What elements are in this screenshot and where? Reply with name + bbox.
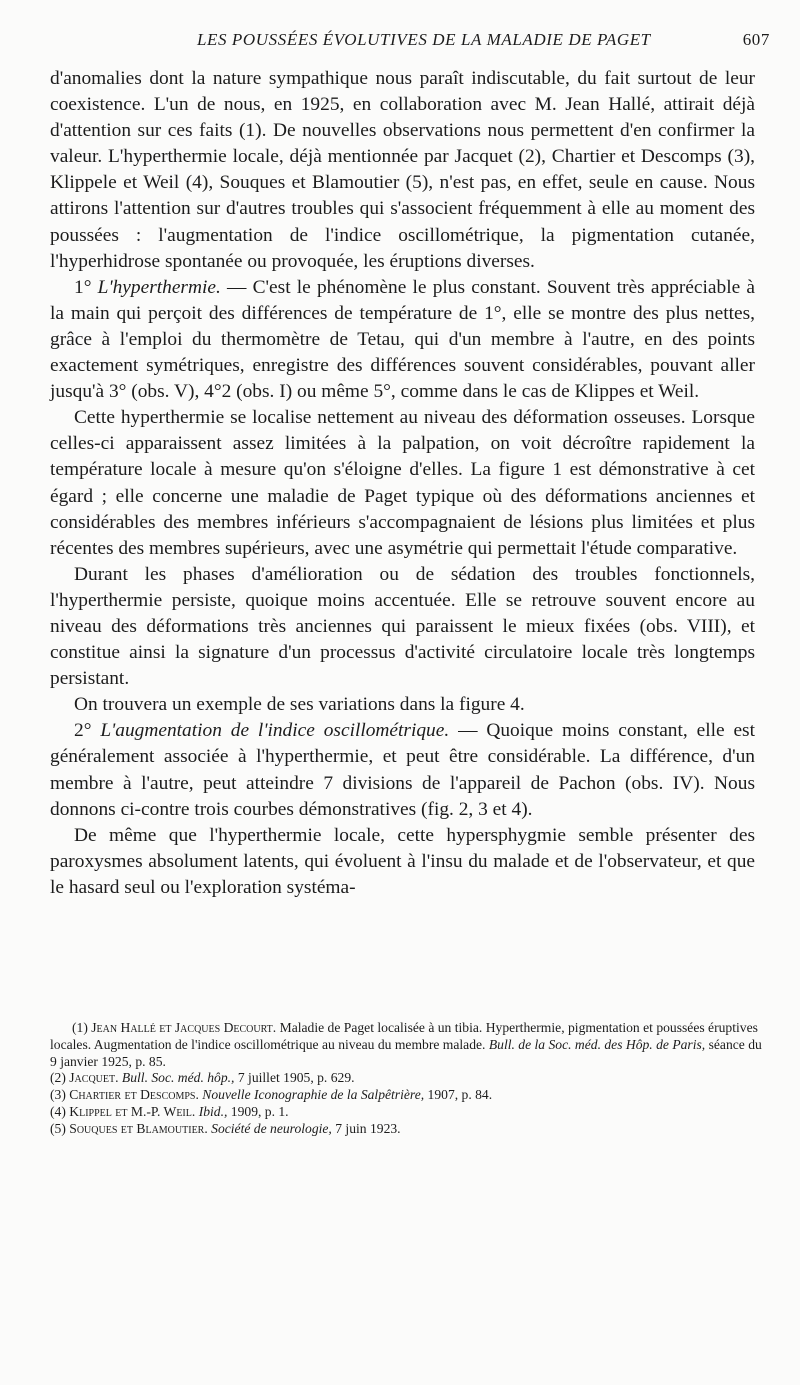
footnote-source: Nouvelle Iconographie de la Salpêtrière, (202, 1087, 425, 1103)
running-title: LES POUSSÉES ÉVOLUTIVES DE LA MALADIE DE PAGET (196, 30, 651, 49)
section-title: L'augmentation de l'indice oscillométrique. (100, 720, 450, 742)
paragraph: d'anomalies dont la nature sympathique nous paraît indiscutable, du fait surtout de leur coexistence. L'un de nous, en 1925, en collaboration avec M. Jean Hallé, attirait déjà d'attention sur ces faits (1). De nouvelles observations nous permettent d'en confirmer la valeur. L'hyperthermie locale, déjà mentionnée par Jacquet (2), Chartier et Descomps (3), Klippele et Weil (4), Souques et Blamoutier (5), n'est pas, en effet, seule en cause. Nous attirons l'attention sur d'autres troubles qui s'associent fréquemment à elle au moment des poussées : l'augmentation de l'indice oscillométrique, la pigmentation cutanée, l'hyperhidrose spontanée ou provoquée, les éruptions diverses. (50, 68, 755, 272)
footnote-mark: (4) (50, 1103, 66, 1119)
footnote-source: Bull. de la Soc. méd. des Hôp. de Paris, (488, 1036, 706, 1052)
footnote-tail: 1907, p. 84. (427, 1087, 493, 1103)
page-number: 607 (742, 30, 770, 49)
footnote (50, 1070, 770, 1087)
footnote-authors: Souques et Blamoutier. (69, 1120, 208, 1136)
footnote (50, 1087, 770, 1104)
paragraph: De même que l'hyperthermie locale, cette hypersphygmie semble présenter des paroxysmes absolument latents, qui évoluent à l'insu du malade et de l'observateur, et que le hasard seul ou l'exploration systéma- (50, 824, 755, 898)
body-text (50, 66, 755, 901)
section-oscillometrie (50, 718, 755, 822)
section-number: 1° (74, 276, 92, 298)
footnote-tail: 7 juillet 1905, p. 629. (237, 1070, 355, 1086)
footnote-authors: Jean Hallé et Jacques Decourt. (91, 1020, 277, 1035)
section-title: L'hyperthermie. (97, 276, 221, 298)
footnote-tail: 1909, p. 1. (230, 1103, 289, 1119)
footnote-mark: (3) (50, 1087, 66, 1103)
footnote-text: Maladie de Paget localisée à un tibia. Hyperthermie, pigmentation et poussées éruptives locales. Augmentation de l'indice oscillométrique au niveau du membre malade. (50, 1020, 758, 1052)
footnote-mark: (5) (50, 1120, 66, 1136)
section-text: — C'est le phénomène le plus constant. Souvent très appréciable à la main qui perçoit des différences de température de 1°, elle se montre des plus nettes, grâce à l'emploi du thermomètre de Tetau, qui d'un membre à l'autre, en des points exactement symétriques, enregistre des différences souvent considérables, pouvant aller jusqu'à 3° (obs. V), 4°2 (obs. I) ou même 5°, comme dans le cas de Klippes et Weil. (50, 276, 755, 403)
footnote-tail: séance du 9 janvier 1925, p. 85. (50, 1036, 762, 1069)
footnote (50, 1104, 770, 1121)
paragraph: Cette hyperthermie se localise nettement au niveau des déformation osseuses. Lorsque celles-ci apparaissent assez limitées à la palpation, on voit décroître rapidement la température locale à mesure qu'on s'éloigne d'elles. La figure 1 est démonstrative à cet égard ; elle concerne une maladie de Paget typique où des déformations anciennes et considérables des membres inférieurs s'accompagnaient de lésions plus limitées et plus récentes des membres supérieurs, avec une asymétrie qui permettait l'étude comparative. (50, 407, 755, 559)
footnote-authors: Klippel et M.-P. Weil. (69, 1103, 196, 1119)
section-number: 2° (74, 720, 92, 742)
footnotes (50, 1020, 770, 1138)
footnote-mark: (2) (50, 1070, 66, 1086)
section-text: — Quoique moins constant, elle est généralement associée à l'hyperthermie, et peut être considérable. La différence, d'un membre à l'autre, peut atteindre 7 divisions de l'appareil de Pachon (obs. IV). Nous donnons ci-contre trois courbes démonstratives (fig. 2, 3 et 4). (50, 720, 755, 820)
running-header (50, 30, 770, 50)
paragraph: Durant les phases d'amélioration ou de sédation des troubles fonctionnels, l'hyperthermie persiste, quoique moins accentuée. Elle se retrouve souvent encore au niveau des déformations très anciennes qui paraissent le mieux fixées (obs. VIII), et constitue ainsi la signature d'un processus d'activité circulatoire locale très longtemps persistant. (50, 563, 755, 690)
footnote-authors: Jacquet. (69, 1070, 119, 1086)
footnote-mark: (1) (72, 1020, 88, 1035)
footnote (50, 1020, 770, 1070)
section-hyperthermie (50, 275, 755, 405)
footnote-source: Bull. Soc. méd. hôp., (121, 1070, 235, 1086)
footnote-source: Ibid., (198, 1103, 228, 1119)
footnote-source: Société de neurologie, (211, 1120, 332, 1136)
paragraph: On trouvera un exemple de ses variations dans la figure 4. (74, 694, 525, 716)
footnote-authors: Chartier et Descomps. (69, 1087, 199, 1103)
footnote (50, 1121, 770, 1138)
footnote-tail: 7 juin 1923. (335, 1120, 401, 1136)
